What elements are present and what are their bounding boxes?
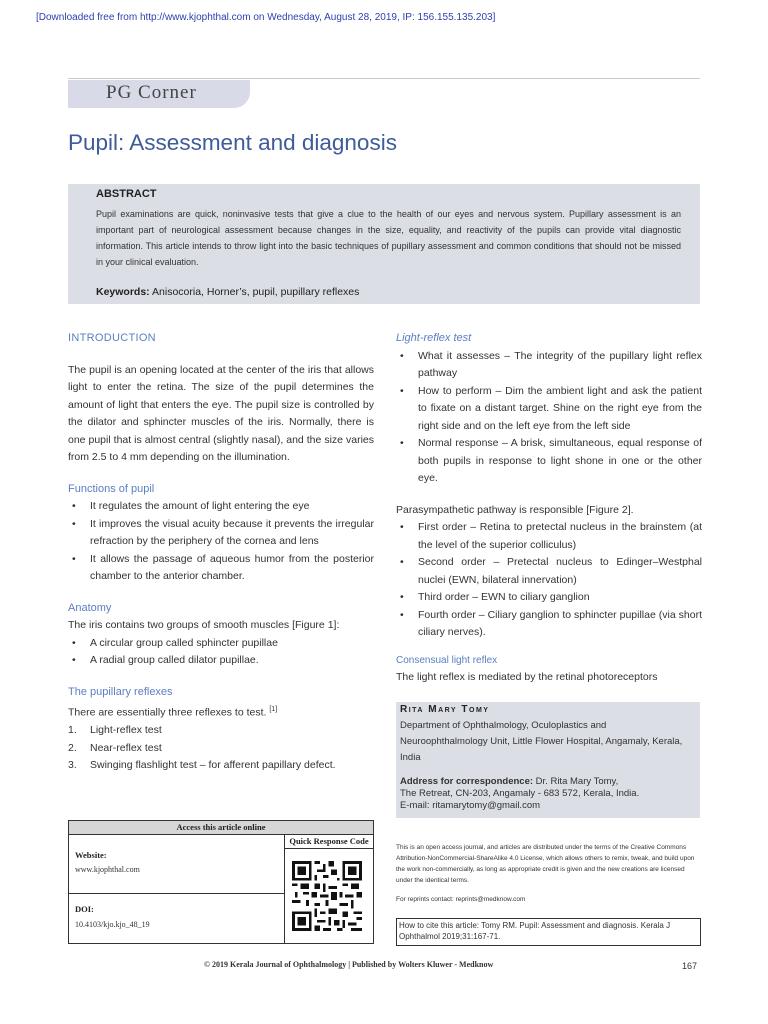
list-number: 1. <box>68 724 77 736</box>
website-link[interactable]: www.kjophthal.com <box>75 865 140 874</box>
list-item: • First order – Retina to pretectal nucleus in the brainstem (at the level of the superior colliculus) <box>396 519 702 554</box>
list-text: Swinging flashlight test – for afferent papillary defect. <box>90 759 336 771</box>
citation-text: How to cite this article: Tomy RM. Pupil: Assessment and diagnosis. Kerala J Ophthalmol 2019;31:167-71. <box>399 921 671 941</box>
qr-code-icon <box>292 860 362 932</box>
list-item: • Fourth order – Ciliary ganglion to sphincter pupillae (via short ciliary nerves). <box>396 607 702 642</box>
consensual-text: The light reflex is mediated by the retinal photoreceptors <box>396 671 658 683</box>
qr-heading: Quick Response Code <box>289 836 369 846</box>
keywords-list: Anisocoria, Horner’s, pupil, pupillary reflexes <box>149 286 360 298</box>
list-item: • Third order – EWN to ciliary ganglion <box>396 589 702 607</box>
abstract-heading: ABSTRACT <box>96 188 157 200</box>
left-column <box>68 330 374 775</box>
keywords-label: Keywords: <box>96 286 150 298</box>
pathway-list <box>396 519 702 642</box>
anatomy-list <box>68 635 374 670</box>
list-number: 2. <box>68 741 77 754</box>
doi-label: DOI: <box>75 904 94 914</box>
right-column <box>396 330 702 687</box>
reflexes-list <box>68 722 374 775</box>
reflexes-sentence: There are essentially three reflexes to test. <box>68 706 267 719</box>
section-tab-label: PG Corner <box>106 82 197 103</box>
license-text: This is an open access journal, and articles are distributed under the terms of the Creative Commons Attribution-NonCommercial-ShareAlike 4.0 License, which allows others to remix, tweak, and build upon the work non-commercially, as long as appropriate credit is given and the new creations are licensed under the identical terms. <box>396 844 695 884</box>
introduction-heading: INTRODUCTION <box>68 332 156 344</box>
list-item: • A circular group called sphincter pupillae <box>68 635 374 653</box>
divider <box>69 893 284 894</box>
consensual-heading: Consensual light reflex <box>396 654 498 666</box>
list-item: • Normal response – A brisk, simultaneous, equal response of both pupils in response to light shone in one or the other eye. <box>396 435 702 488</box>
author-affiliation: Department of Ophthalmology, Oculoplastics and Neuroophthalmology Unit, Little Flower Hospital, Angamaly, Kerala, India <box>400 720 683 763</box>
anatomy-text: The iris contains two groups of smooth muscles [Figure 1]: <box>68 619 340 631</box>
reprints-contact: For reprints contact: reprints@medknow.com <box>396 896 526 903</box>
correspondence <box>400 776 696 812</box>
correspondence-label: Address for correspondence: <box>400 776 534 787</box>
divider <box>284 835 285 943</box>
light-reflex-list <box>396 348 702 488</box>
reflexes-heading: The pupillary reflexes <box>68 685 173 698</box>
list-item: • How to perform – Dim the ambient light and ask the patient to fixate on a distant target. Shine on the right eye from the right side and on the left eye from the left side <box>396 383 702 436</box>
parasympathetic-text: Parasympathetic pathway is responsible [Figure 2]. <box>396 503 634 516</box>
footer-copyright: © 2019 Kerala Journal of Ophthalmology | Published by Wolters Kluwer - Medknow <box>204 960 494 969</box>
light-reflex-heading: Light-reflex test <box>396 332 472 344</box>
correspondence-address: The Retreat, CN-203, Angamaly - 683 572, Kerala, India. <box>400 788 640 799</box>
abstract-text: Pupil examinations are quick, noninvasive tests that give a clue to the health of our eyes and nervous system. Pupillary assessment is an important part of neurological assessment because changes in the size, equality, and reactivity of the pupils can provide vital diagnostic information. This article intends to throw light into the basic techniques of pupillary assessment and common conditions that should not be missed in your clinical evaluation. <box>96 209 681 267</box>
header-rule <box>68 78 700 79</box>
list-item: • Second order – Pretectal nucleus to Edinger–Westphal nuclei (EWN, bilateral innervation) <box>396 554 702 589</box>
anatomy-heading: Anatomy <box>68 601 112 614</box>
website-label: Website: <box>75 850 107 860</box>
list-text: Light-reflex test <box>90 724 162 736</box>
functions-list <box>68 498 374 586</box>
introduction-text: The pupil is an opening located at the center of the iris that allows light to enter the retina. The size of the pupil determines the amount of light that enters the eye. The pupil size is controlled by the dilator and sphincter muscles of the iris. Normally, there is one pupil that is almost central (slightly nasal), and the size varies from 2.5 to 4 mm depending on the illumination. <box>68 363 374 463</box>
access-heading: Access this article online <box>69 821 373 835</box>
reflexes-text <box>68 701 374 722</box>
divider <box>285 848 373 849</box>
list-number: 3. <box>68 759 77 771</box>
article-title: Pupil: Assessment and diagnosis <box>68 130 397 155</box>
list-item: • What it assesses – The integrity of the pupillary light reflex pathway <box>396 348 702 383</box>
list-item <box>68 757 374 775</box>
list-text: Near-reflex test <box>90 741 162 754</box>
list-item <box>68 722 374 740</box>
functions-heading: Functions of pupil <box>68 482 155 495</box>
author-name: Rita Mary Tomy <box>400 704 490 715</box>
list-item <box>68 740 374 758</box>
citation-ref: [1] <box>269 706 278 713</box>
list-item: • It allows the passage of aqueous humor from the posterior chamber to the anterior chamber. <box>68 551 374 586</box>
doi-value: 10.4103/kjo.kjo_48_19 <box>75 920 150 929</box>
list-item: • It regulates the amount of light entering the eye <box>68 498 374 516</box>
correspondence-name: Dr. Rita Mary Tomy, <box>533 776 619 787</box>
keywords <box>96 286 359 298</box>
download-banner: [Downloaded free from http://www.kjophthal.com on Wednesday, August 28, 2019, IP: 156.155.135.203] <box>36 12 496 23</box>
page-number: 167 <box>682 961 698 971</box>
list-item: • It improves the visual acuity because it prevents the irregular refraction by the periphery of the cornea and lens <box>68 516 374 551</box>
correspondence-email: E-mail: ritamarytomy@gmail.com <box>400 800 541 811</box>
list-item: • A radial group called dilator pupillae. <box>68 652 374 670</box>
